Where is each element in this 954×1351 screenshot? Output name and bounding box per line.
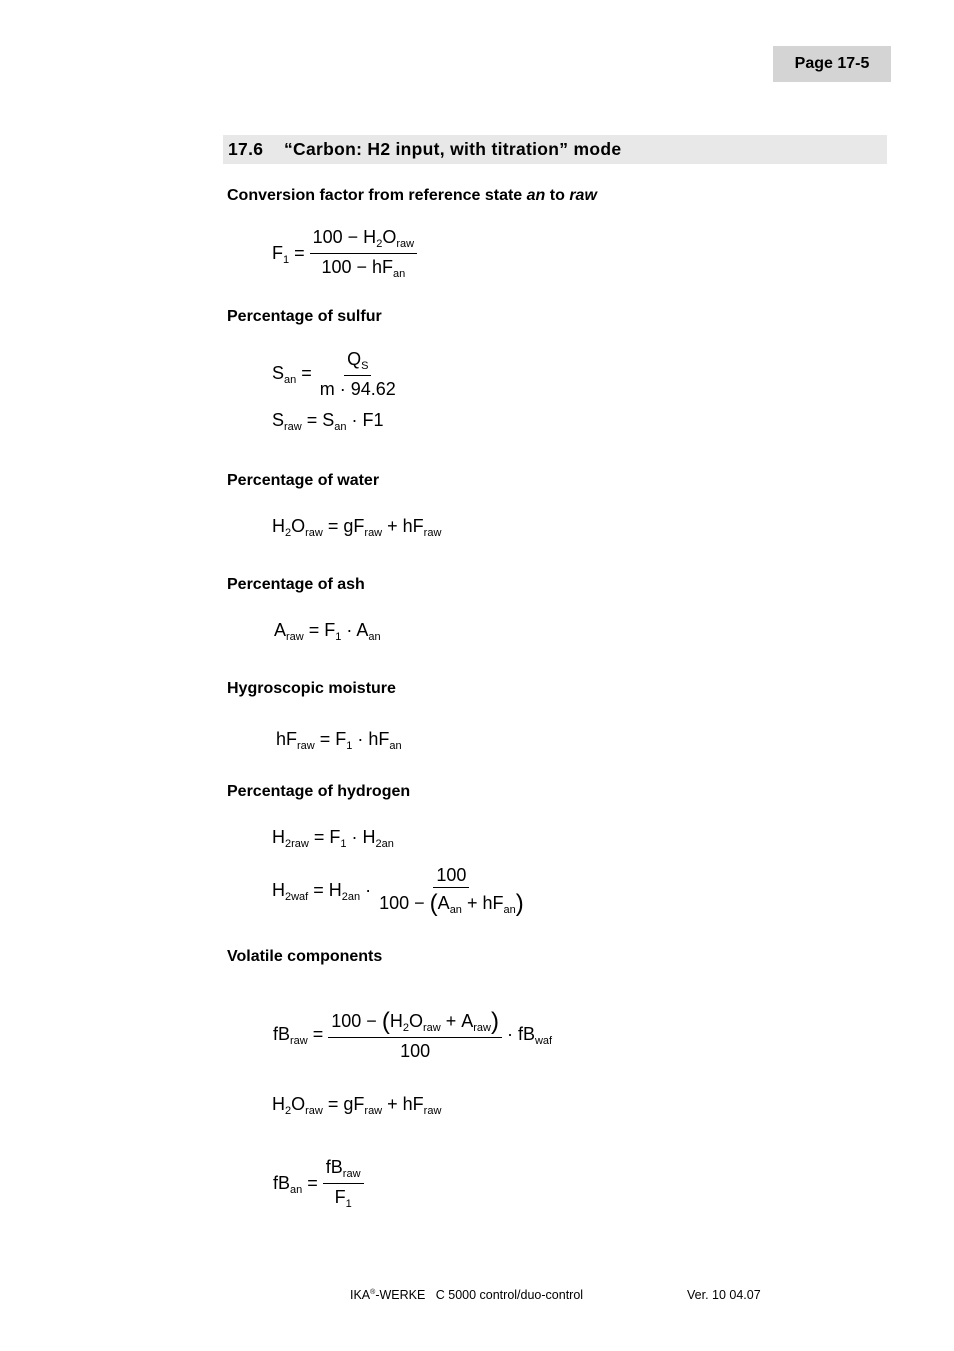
heading-ash: Percentage of ash	[227, 576, 365, 593]
equation-hydrogen-waf: $H_{2waf} = H_{2an}$ · $\frac{100}{100 - (A_{an} + hF_{an})}$	[272, 865, 524, 917]
section-number: 17.6	[228, 139, 264, 159]
heading-volatile: Volatile components	[227, 948, 383, 965]
equation-sulfur-an: $S_{an}$ = $\frac{Q_S}{m \cdot 94.62}$	[272, 349, 396, 399]
section-title-bar	[223, 135, 887, 164]
equation-ash: $A_{raw} = F_1 \cdot A_{an}$	[274, 620, 381, 643]
heading-water: Percentage of water	[227, 472, 380, 489]
equation-water: $H_2O_{raw} = gF_{raw} + hF_{raw}$	[272, 516, 442, 539]
equation-water-repeat: $H_2O_{raw} = gF_{raw} + hF_{raw}$	[272, 1094, 442, 1117]
equation-hydrogen-raw: $H_{2raw} = F_1 \cdot H_{2an}$	[272, 827, 394, 850]
equation-volatile-raw: $fB_{raw}$ = $\frac{100 - (H_2O_{raw} + A_{raw})}{100}$ · $fB_{waf}$	[273, 1008, 553, 1061]
heading-conversion-factor: Conversion factor from reference state an to raw	[227, 187, 597, 204]
footer-product: IKA®-WERKE C 5000 control/duo-control	[350, 1288, 584, 1302]
equation-hygroscopic: $hF_{raw} = F_1 \cdot hF_{an}$	[276, 729, 402, 752]
heading-hydrogen: Percentage of hydrogen	[227, 783, 411, 800]
heading-sulfur: Percentage of sulfur	[227, 308, 382, 325]
equation-volatile-an: $fB_{an}$ = $\frac{fB_{raw}}{F_1}$	[273, 1158, 364, 1210]
section-title: “Carbon: H2 input, with titration” mode	[284, 139, 622, 159]
equation-sulfur-raw: $S_{raw} = S_{an} \cdot F1$	[272, 410, 384, 433]
footer-version: Ver. 10 04.07	[687, 1288, 761, 1302]
page-number-badge: Page 17-5	[773, 46, 891, 82]
equation-f1: $F_1$ = $\frac{100 - H_2O_{raw}}{100 - hF_{an}}$	[272, 228, 417, 280]
heading-hygroscopic: Hygroscopic moisture	[227, 680, 396, 697]
